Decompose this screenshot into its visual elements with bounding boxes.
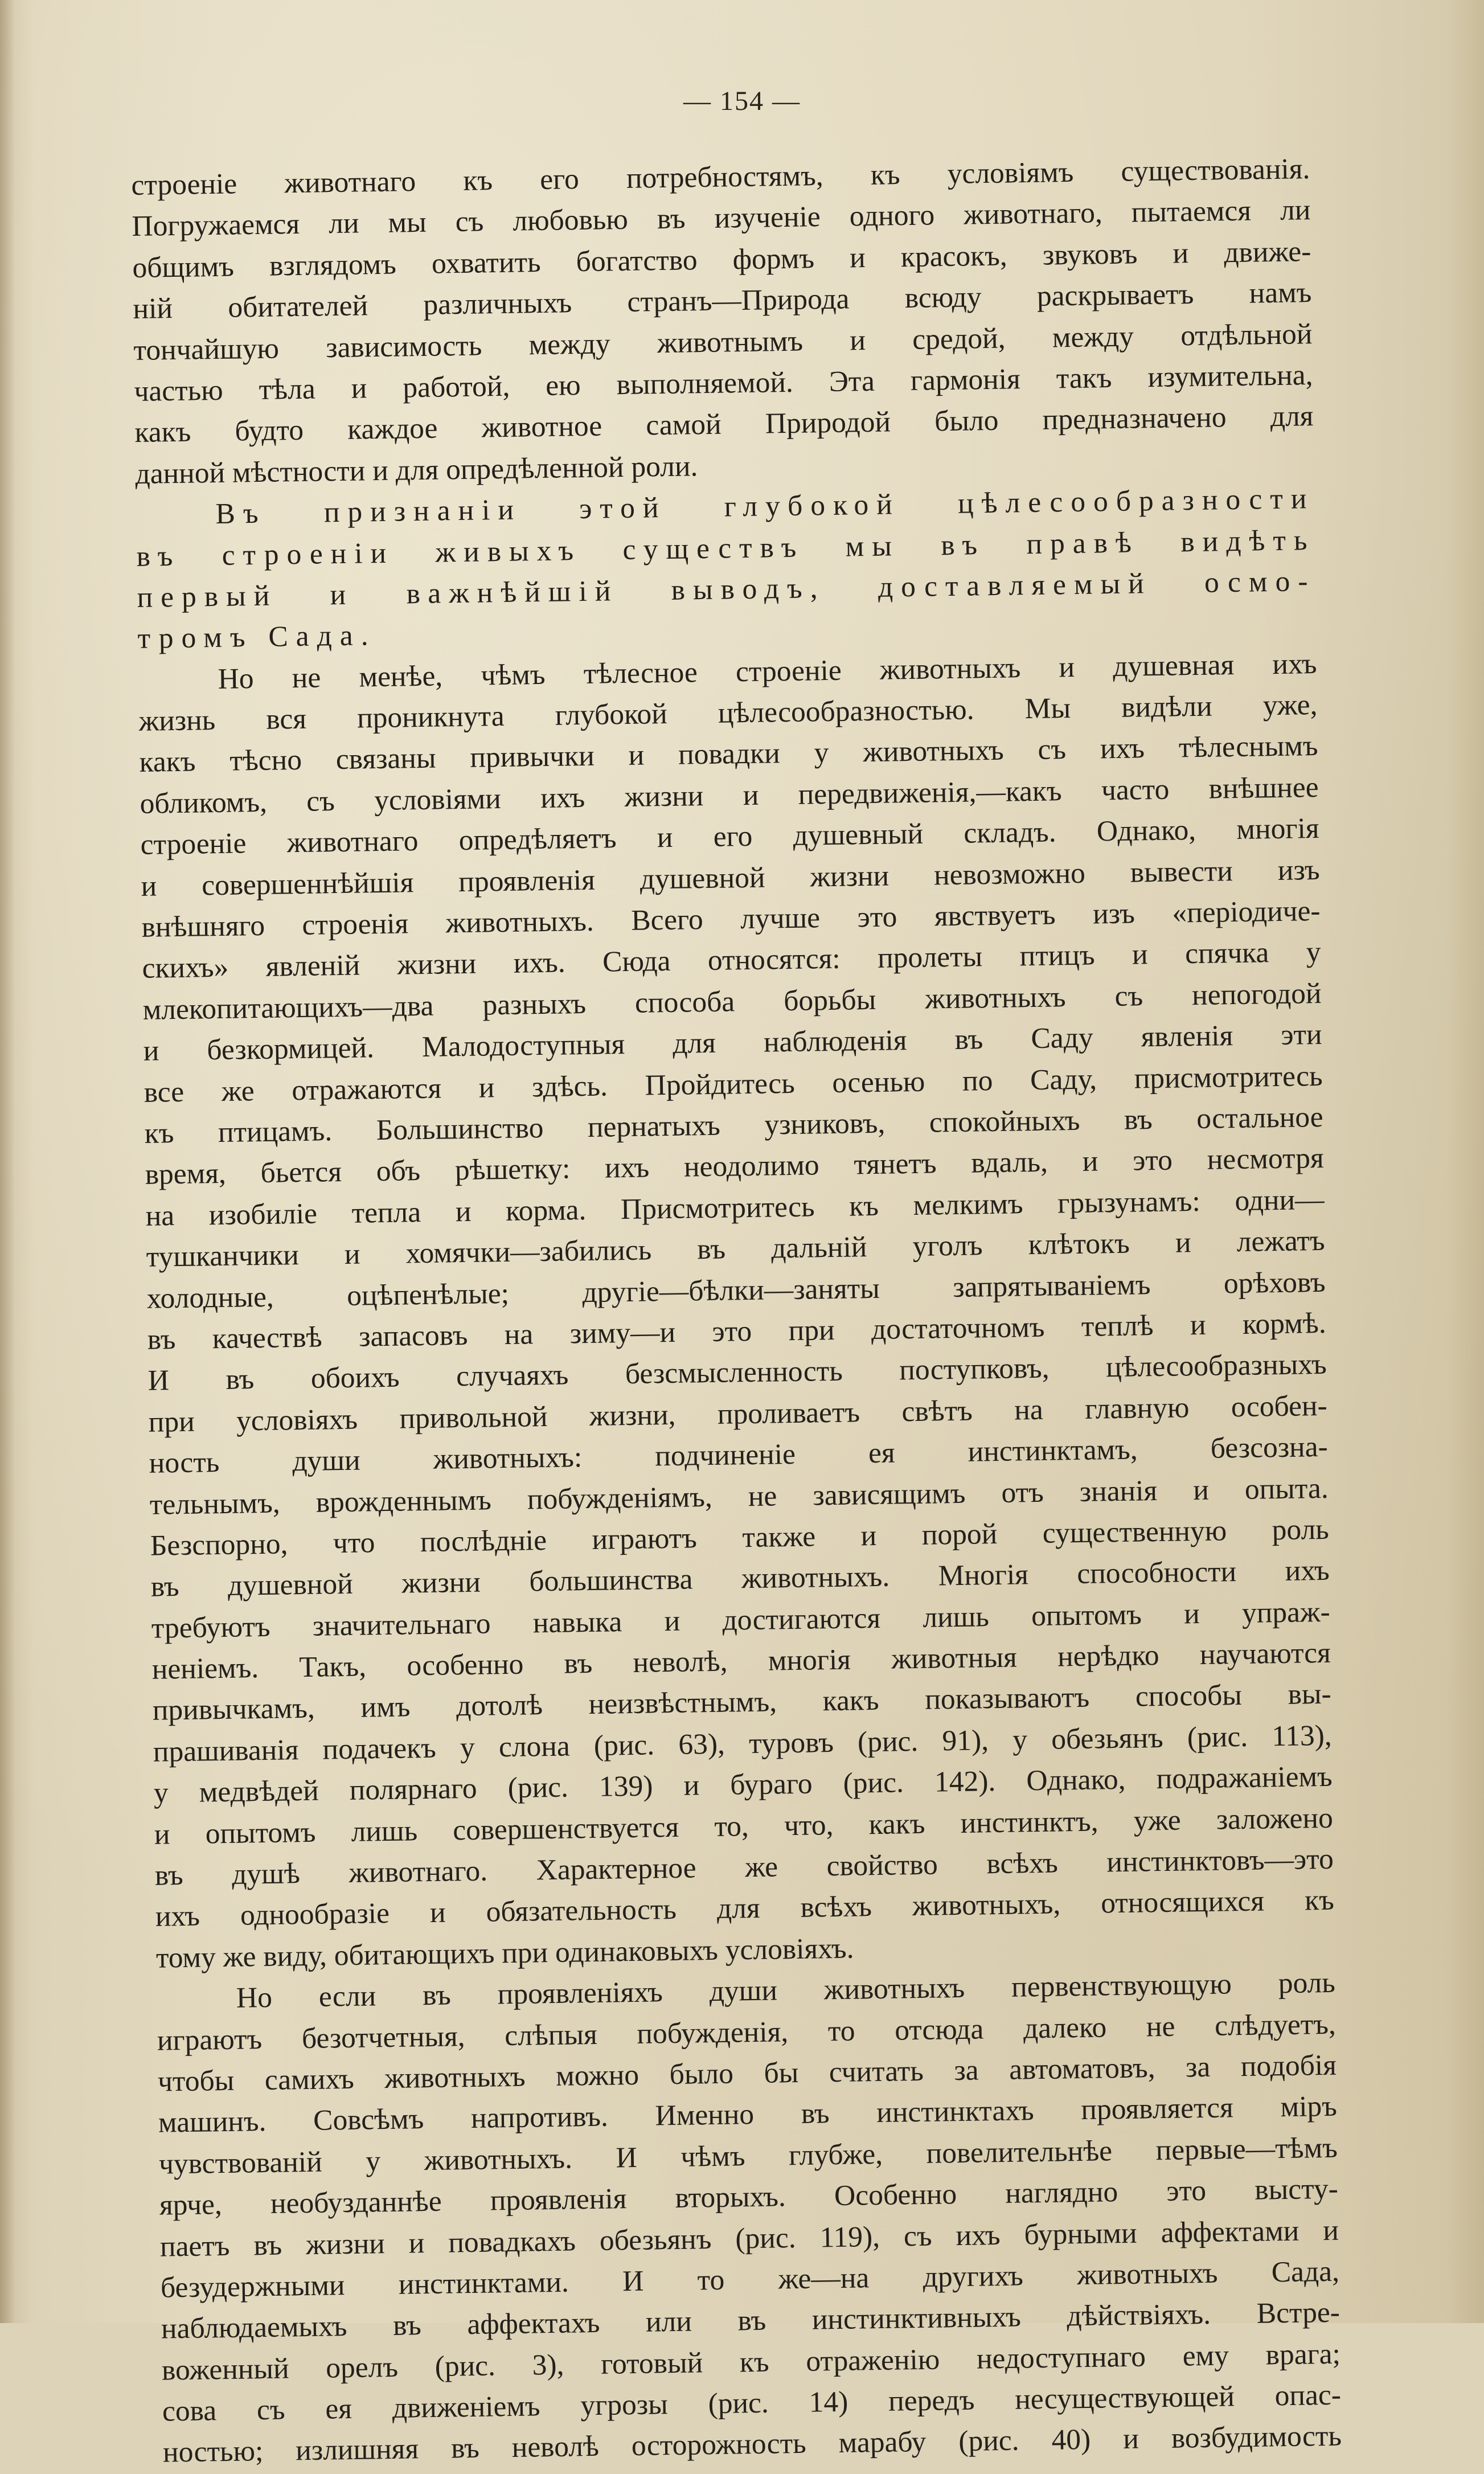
- text-line: въ качествѣ запасовъ на зиму—и это при достаточномъ теплѣ и кормѣ.: [147, 1306, 1326, 1356]
- text-line: чувствованій у животныхъ. И чѣмъ глубже, повелительнѣе первые—тѣмъ: [158, 2131, 1338, 2181]
- text-line: какъ будто каждое животное самой Природой было предназначено для: [134, 400, 1314, 449]
- binding-shadow: [0, 0, 15, 2323]
- text-line: и совершеннѣйшія проявленія душевной жизни невозможно вывести изъ: [141, 853, 1320, 903]
- text-line: тончайшую зависимость между животнымъ и средой, между отдѣльной: [133, 317, 1313, 367]
- text-line: скихъ» явленій жизни ихъ. Сюда относятся: пролеты птицъ и спячка у: [142, 936, 1321, 985]
- spaced-text-line: первый и важнѣйшій выводъ, доставляемый осмо-: [137, 564, 1316, 614]
- text-line: паетъ въ жизни и повадкахъ обезьянъ (рис. 119), съ ихъ бурными аффектами и: [159, 2214, 1339, 2263]
- text-line: Погружаемся ли мы съ любовью въ изученіе одного животнаго, пытаемся ли: [132, 194, 1311, 243]
- text-line: время, бьется объ рѣшетку: ихъ неодолимо тянетъ вдаль, и это несмотря: [145, 1142, 1324, 1191]
- text-line: тому же виду, обитающихъ при одинаковыхъ условіяхъ.: [155, 1932, 854, 1975]
- text-line: обликомъ, съ условіями ихъ жизни и передвиженія,—какъ часто внѣшнее: [140, 771, 1319, 820]
- text-line: ность души животныхъ: подчиненіе ея инстинктамъ, безсозна-: [149, 1430, 1329, 1480]
- spaced-text-line: тромъ Сада.: [137, 619, 376, 656]
- text-line: воженный орелъ (рис. 3), готовый къ отраженію недоступнаго ему врага;: [161, 2337, 1341, 2387]
- text-line: строеніе животнаго къ его потребностямъ, къ условіямъ существованія.: [131, 153, 1310, 202]
- text-line: привычкамъ, имъ дотолѣ неизвѣстнымъ, какъ показываютъ способы вы-: [152, 1678, 1332, 1727]
- text-line: неніемъ. Такъ, особенно въ неволѣ, многія животныя нерѣдко научаются: [151, 1636, 1331, 1686]
- text-line: ній обитателей различныхъ странъ—Природа всюду раскрываетъ намъ: [133, 276, 1312, 326]
- text-line: общимъ взглядомъ охватить богатство формъ и красокъ, звуковъ и движе-: [132, 235, 1311, 284]
- text-line: частью тѣла и работой, ею выполняемой. Эта гармонія такъ изумительна,: [134, 359, 1313, 408]
- text-line: сова съ ея движеніемъ угрозы (рис. 14) передъ несуществующей опас-: [162, 2378, 1342, 2428]
- text-line: тушканчики и хомячки—забились въ дальній уголъ клѣтокъ и лежатъ: [146, 1224, 1325, 1273]
- text-line: ихъ однообразіе и обязательность для всѣхъ животныхъ, относящихся къ: [155, 1884, 1335, 1934]
- page-number: — 154 —: [683, 86, 801, 116]
- text-line: млекопитающихъ—два разныхъ способа борьбы животныхъ съ непогодой: [142, 977, 1322, 1026]
- text-line: Но если въ проявленіяхъ души животныхъ первенствующую роль: [236, 1966, 1336, 2014]
- text-line: ностью; излишняя въ неволѣ осторожность марабу (рис. 40) и возбудимость: [162, 2420, 1342, 2469]
- text-line: жизнь вся проникнута глубокой цѣлесообразностью. Мы видѣли уже,: [138, 689, 1318, 738]
- text-line: машинъ. Совсѣмъ напротивъ. Именно въ инстинктахъ проявляется міръ: [158, 2090, 1338, 2140]
- text-line: холодные, оцѣпенѣлые; другіе—бѣлки—заняты запрятываніемъ орѣховъ: [146, 1265, 1326, 1315]
- spaced-text-line: Въ признаніи этой глубокой цѣлесообразности: [215, 482, 1315, 531]
- text-line: на изобиліе тепла и корма. Присмотритесь къ мелкимъ грызунамъ: одни—: [145, 1183, 1325, 1232]
- text-line: у медвѣдей полярнаго (рис. 139) и бураго (рис. 142). Однако, подражаніемъ: [153, 1760, 1333, 1809]
- text-line: прашиванія подачекъ у слона (рис. 63), туровъ (рис. 91), у обезьянъ (рис. 113),: [153, 1719, 1333, 1768]
- text-line: Но не менѣе, чѣмъ тѣлесное строеніе животныхъ и душевная ихъ: [218, 647, 1317, 695]
- text-line: безудержными инстинктами. И то же—на другихъ животныхъ Сада,: [160, 2255, 1340, 2304]
- text-line: при условіяхъ привольной жизни, проливаетъ свѣтъ на главную особен-: [148, 1389, 1328, 1439]
- text-line: требуютъ значительнаго навыка и достигаются лишь опытомъ и упраж-: [151, 1595, 1331, 1645]
- text-line: внѣшняго строенія животныхъ. Всего лучше это явствуетъ изъ «періодиче-: [141, 895, 1321, 944]
- text-line: и безкормицей. Малодоступныя для наблюденія въ Саду явленія эти: [143, 1018, 1322, 1068]
- text-line: тельнымъ, врожденнымъ побужденіямъ, не зависящимъ отъ знанія и опыта.: [149, 1472, 1329, 1521]
- text-line: въ душевной жизни большинства животныхъ. Многія способности ихъ: [150, 1554, 1330, 1604]
- text-line: къ птицамъ. Большинство пернатыхъ узниковъ, спокойныхъ въ остальное: [144, 1100, 1323, 1150]
- text-line: какъ тѣсно связаны привычки и повадки у животныхъ съ ихъ тѣлеснымъ: [139, 730, 1318, 779]
- text-line: все же отражаются и здѣсь. Пройдитесь осенью по Саду, присмотритесь: [144, 1059, 1323, 1109]
- spaced-text-line: въ строеніи живыхъ существъ мы въ правѣ видѣть: [136, 523, 1315, 573]
- text-line: ярче, необузданнѣе проявленія вторыхъ. Особенно наглядно это высту-: [159, 2172, 1339, 2222]
- text-line: и опытомъ лишь совершенствуется то, что, какъ инстинктъ, уже заложено: [154, 1801, 1334, 1851]
- text-line: играютъ безотчетныя, слѣпыя побужденія, то отсюда далеко не слѣдуетъ,: [157, 2008, 1337, 2057]
- text-line: данной мѣстности и для опредѣленной роли.: [135, 449, 698, 490]
- text-line: въ душѣ животнаго. Характерное же свойство всѣхъ инстинктовъ—это: [154, 1842, 1334, 1892]
- text-line: наблюдаемыхъ въ аффектахъ или въ инстинктивныхъ дѣйствіяхъ. Встре-: [161, 2296, 1340, 2345]
- text-line: строеніе животнаго опредѣляетъ и его душевный складъ. Однако, многія: [140, 812, 1319, 862]
- text-line: Безспорно, что послѣдніе играютъ также и порой существенную роль: [150, 1513, 1330, 1562]
- text-line: И въ обоихъ случаяхъ безсмысленность поступковъ, цѣлесообразныхъ: [147, 1348, 1327, 1398]
- body-text: [131, 149, 1342, 2473]
- text-line: чтобы самихъ животныхъ можно было бы считать за автоматовъ, за подобія: [157, 2049, 1337, 2098]
